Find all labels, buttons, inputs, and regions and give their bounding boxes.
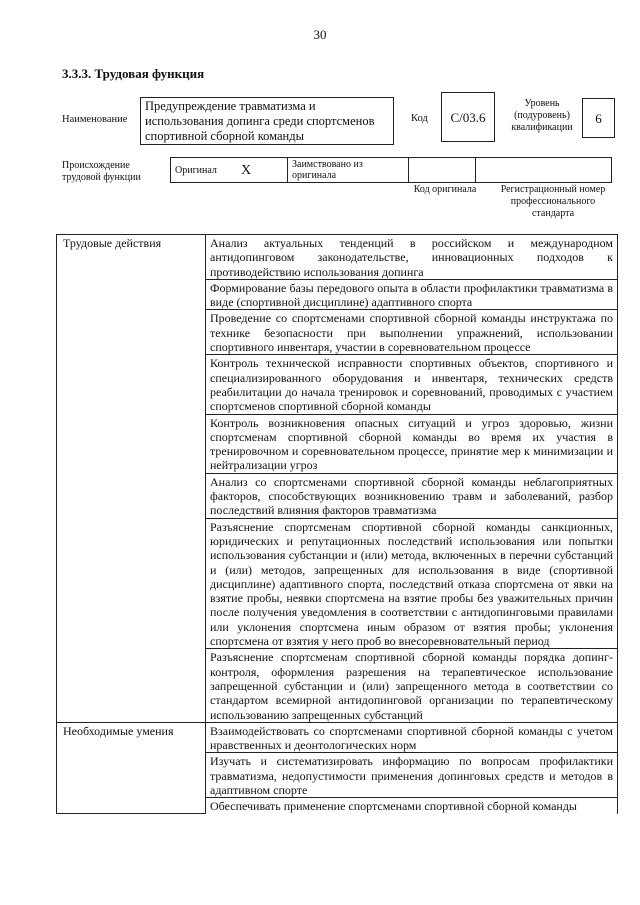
table-row [57,722,618,753]
list-item: Анализ со спортсменами спортивной сборной команды неблагоприятных факторов, способствующих возникновению травм и заболеваний, разбор последствий влияния факторов травматизма [206,473,618,518]
level-value-box: 6 [582,98,615,138]
labor-function-table [56,234,618,814]
section-title: 3.3.3. Трудовая функция [62,66,205,81]
original-label: Оригинал [171,158,238,183]
page-number: 30 [313,27,327,42]
borrowed-label: Заимствовано из оригинала [288,158,409,183]
registration-caption: Регистрационный номер профессионального стандарта [500,184,606,219]
category-labor-actions: Трудовые действия [57,235,206,723]
list-item: Разъяснение спортсменам спортивной сборной команды порядка допинг-контроля, оформления разрешения на терапевтическое использование запрещенной субстанции и (или) запрещенного метода в соответствии со стандартом всемирной антидопинговой организации по терапевтическому использованию запрещенных субстанций [206,649,618,722]
list-item: Проведение со спортсменами спортивной сборной команды инструктажа по технике безопасности при выполнении упражнений, использовании спортивного инвентаря, участии в соревновательном процессе [206,310,618,355]
origin-table [170,157,612,183]
list-item: Контроль технической исправности спортивных объектов, спортивного и специализированного оборудования и инвентаря, технических средств реабилитации до начала тренировок и соревнований, проводимых с участием спортсменов спортивной сборной команды [206,355,618,414]
original-mark: X [237,158,288,183]
category-required-skills: Необходимые умения [57,722,206,813]
table-row [57,235,618,280]
list-item: Формирование базы передового опыта в области профилактики травматизма в виде (спортивной дисциплине) адаптивного спорта [206,279,618,310]
function-name-box: Предупреждение травматизма и использования допинга среди спортсменов спортивной сборной команды [140,97,394,145]
list-item: Изучать и систематизировать информацию по вопросам профилактики травматизма, недопустимости применения допинговых средств и методов в адаптивном спорте [206,753,618,798]
registration-number-cell [476,158,612,183]
original-code-caption: Код оригинала [413,184,477,195]
level-label: Уровень (подуровень) квалификации [511,98,573,133]
list-item: Обеспечивать применение спортсменами спортивной сборной команды [206,798,618,814]
list-item: Взаимодействовать со спортсменами спортивной сборной команды с учетом нравственных и деонтологических норм [206,722,618,753]
list-item: Анализ актуальных тенденций в российском и международном антидопинговом законодательстве, инновационных подходов к противодействию использования допинга [206,235,618,280]
code-label: Код [411,113,428,124]
list-item: Разъяснение спортсменам спортивной сборной команды санкционных, юридических и репутационных последствий использования или попытки использования субстанции и (или) метода, включенных в перечни субстанций и (или) методов, запрещенных для использования в виде (спортивной дисциплине) адаптивного спорта, последствий отказа спортсмена от явки на взятие пробы, неявки спортсмена на взятие пробы без уважительных причин после получения уведомления в соответствии с антидопинговыми правилами или уклонения спортсмена иным образом от взятия пробы; уклонения спортсмена от взятия у него проб во внесоревновательный период [206,518,618,649]
list-item: Контроль возникновения опасных ситуаций и угроз здоровью, жизни спортсменам спортивной сборной команды во время их участия в тренировочном и соревновательном процессе, принятие мер к минимизации и нейтрализации угроз [206,414,618,473]
name-label: Наименование [62,114,128,125]
origin-label: Происхождение трудовой функции [62,160,141,183]
original-code-cell [409,158,476,183]
code-value-box: С/03.6 [441,92,495,142]
